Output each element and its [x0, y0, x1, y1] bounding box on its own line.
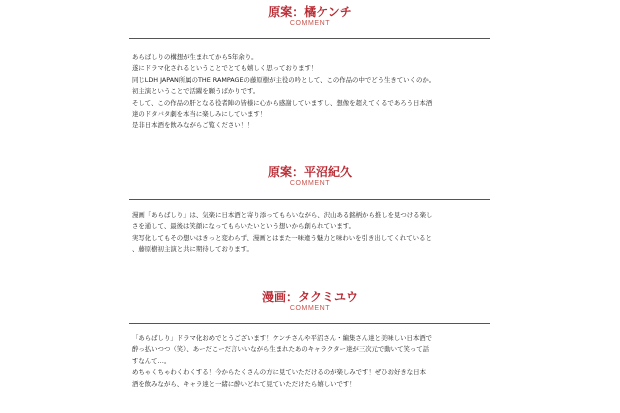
comment-section-manga-takumi — [0, 290, 620, 313]
comment-line: 是非日本酒を飲みながらご覧ください！！ — [132, 121, 254, 130]
comment-body — [132, 333, 492, 390]
section-divider — [129, 38, 490, 39]
comment-line: 、藤原樹初主演と共に期待しております。 — [132, 245, 253, 254]
comment-line: あらばしりの構想が生まれてから5年余り。 — [132, 53, 258, 61]
section-divider — [129, 199, 490, 200]
section-subheading: COMMENT — [289, 20, 331, 27]
comment-line: 同じLDH JAPAN所属のTHE RAMPAGEの藤原樹が主役の吟として、この作品の中でどう生きていくのか。 — [132, 75, 436, 84]
comment-line: 「あらばしり」ドラマ化おめでとうございます！ケンチさんや平沼さん・編集さん達と美味しい日本酒で — [132, 334, 433, 342]
comment-line: 漫画「あらばしり」は、気楽に日本酒と寄り添ってもらいながら、沢山ある銘柄から推しを見つける楽し — [132, 211, 433, 219]
comment-line: 酔っ払いつつ（笑）、あーだこーだ言いいながら生まれたあのキャラクター達が三次元で動いて笑って話 — [132, 345, 430, 354]
comment-line: 実写化してもその想いはきっと変わらず、漫画とはまた一味違う魅力と味わいを引き出してくれていると — [132, 233, 432, 242]
comment-body — [132, 52, 492, 132]
comment-line: すなんて…。 — [132, 356, 171, 365]
comment-line: さを通して、最後は笑顔になってもらいたいという想いから創られています。 — [132, 222, 356, 231]
comment-line: 酒を飲みながら、キャラ達と一緒に酔いどれて見ていただけたら嬉しいです！ — [132, 379, 356, 388]
section-subheading: COMMENT — [289, 305, 331, 312]
comment-section-original-kenchi — [0, 5, 620, 28]
comment-line: 初主演ということで活躍を願うばかりです。 — [132, 87, 260, 96]
comment-line: 遂にドラマ化されるということでとても嬉しく思っております！ — [132, 64, 318, 73]
section-heading: 原案：橘ケンチ — [268, 5, 352, 19]
section-subheading: COMMENT — [289, 180, 331, 187]
comment-body — [132, 210, 492, 256]
section-divider — [129, 323, 490, 324]
comment-line: めちゃくちゃわくわくする！今からたくさんの方に見ていただけるのが楽しみです！ぜひお好きな日本 — [132, 368, 426, 377]
comment-line: そして、この作品の肝となる役者陣の皆様に心から感謝していますし、想像を超えてくるであろう日本酒 — [132, 98, 433, 107]
comment-line: 達のドタバタ劇を本当に楽しみにしています！ — [132, 110, 267, 119]
comment-section-original-hiranuma — [0, 165, 620, 188]
section-heading: 漫画：タクミユウ — [261, 290, 358, 304]
section-heading: 原案：平沼紀久 — [267, 165, 352, 179]
